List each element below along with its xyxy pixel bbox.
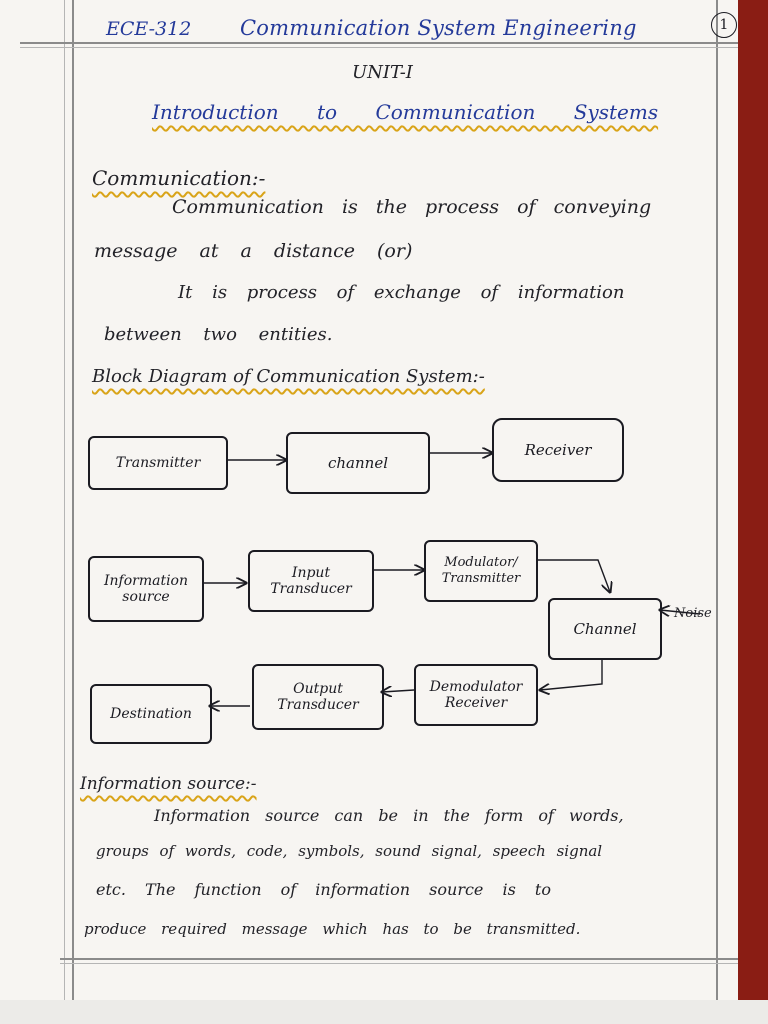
information-source-line-2: groups of words, code, symbols, sound signal, speech signal [96, 842, 603, 860]
output-transducer-label: Output Transducer [277, 681, 359, 713]
information-source-line-3: etc. The function of information source is to [96, 880, 551, 899]
course-title: Communication System Engineering [240, 16, 637, 40]
receiver-label: Receiver [524, 441, 592, 459]
transmitter-label: Transmitter [115, 455, 201, 471]
information-source-line-4: produce required message which has to be transmitted. [84, 920, 581, 938]
course-code: ECE-312 [106, 18, 192, 40]
detailed-channel-block [548, 598, 662, 660]
communication-line-2: message at a distance (or) [94, 240, 413, 262]
modulator-transmitter-block [424, 540, 538, 602]
information-source-block [88, 556, 204, 622]
demodulator-receiver-label: Demodulator Receiver [429, 679, 523, 711]
unit-label: UNIT-I [352, 62, 413, 83]
modulator-transmitter-label: Modulator/ Transmitter [441, 555, 521, 586]
communication-line-1: Communication is the process of conveying [172, 196, 652, 218]
channel-label: channel [328, 454, 388, 472]
destination-label: Destination [110, 706, 192, 722]
page-number-text: 1 [719, 17, 729, 33]
demodulator-receiver-block [414, 664, 538, 726]
transmitter-block [88, 436, 228, 490]
communication-heading: Communication:- [92, 166, 266, 190]
destination-block [90, 684, 212, 744]
communication-line-4: between two entities. [104, 324, 333, 345]
input-transducer-label: Input Transducer [270, 565, 352, 597]
channel-block [286, 432, 430, 494]
block-diagram-heading: Block Diagram of Communication System:- [92, 366, 485, 387]
communication-line-3: It is process of exchange of information [178, 282, 625, 303]
information-source-heading: Information source:- [80, 774, 257, 794]
information-source-label: Information source [103, 573, 189, 605]
information-source-line-1: Information source can be in the form of words, [154, 806, 624, 825]
detailed-channel-label: Channel [573, 620, 637, 638]
output-transducer-block [252, 664, 384, 730]
receiver-block [492, 418, 624, 482]
input-transducer-block [248, 550, 374, 612]
noise-label: Noise [674, 606, 712, 621]
chapter-title: Introduction to Communication Systems [152, 100, 659, 124]
